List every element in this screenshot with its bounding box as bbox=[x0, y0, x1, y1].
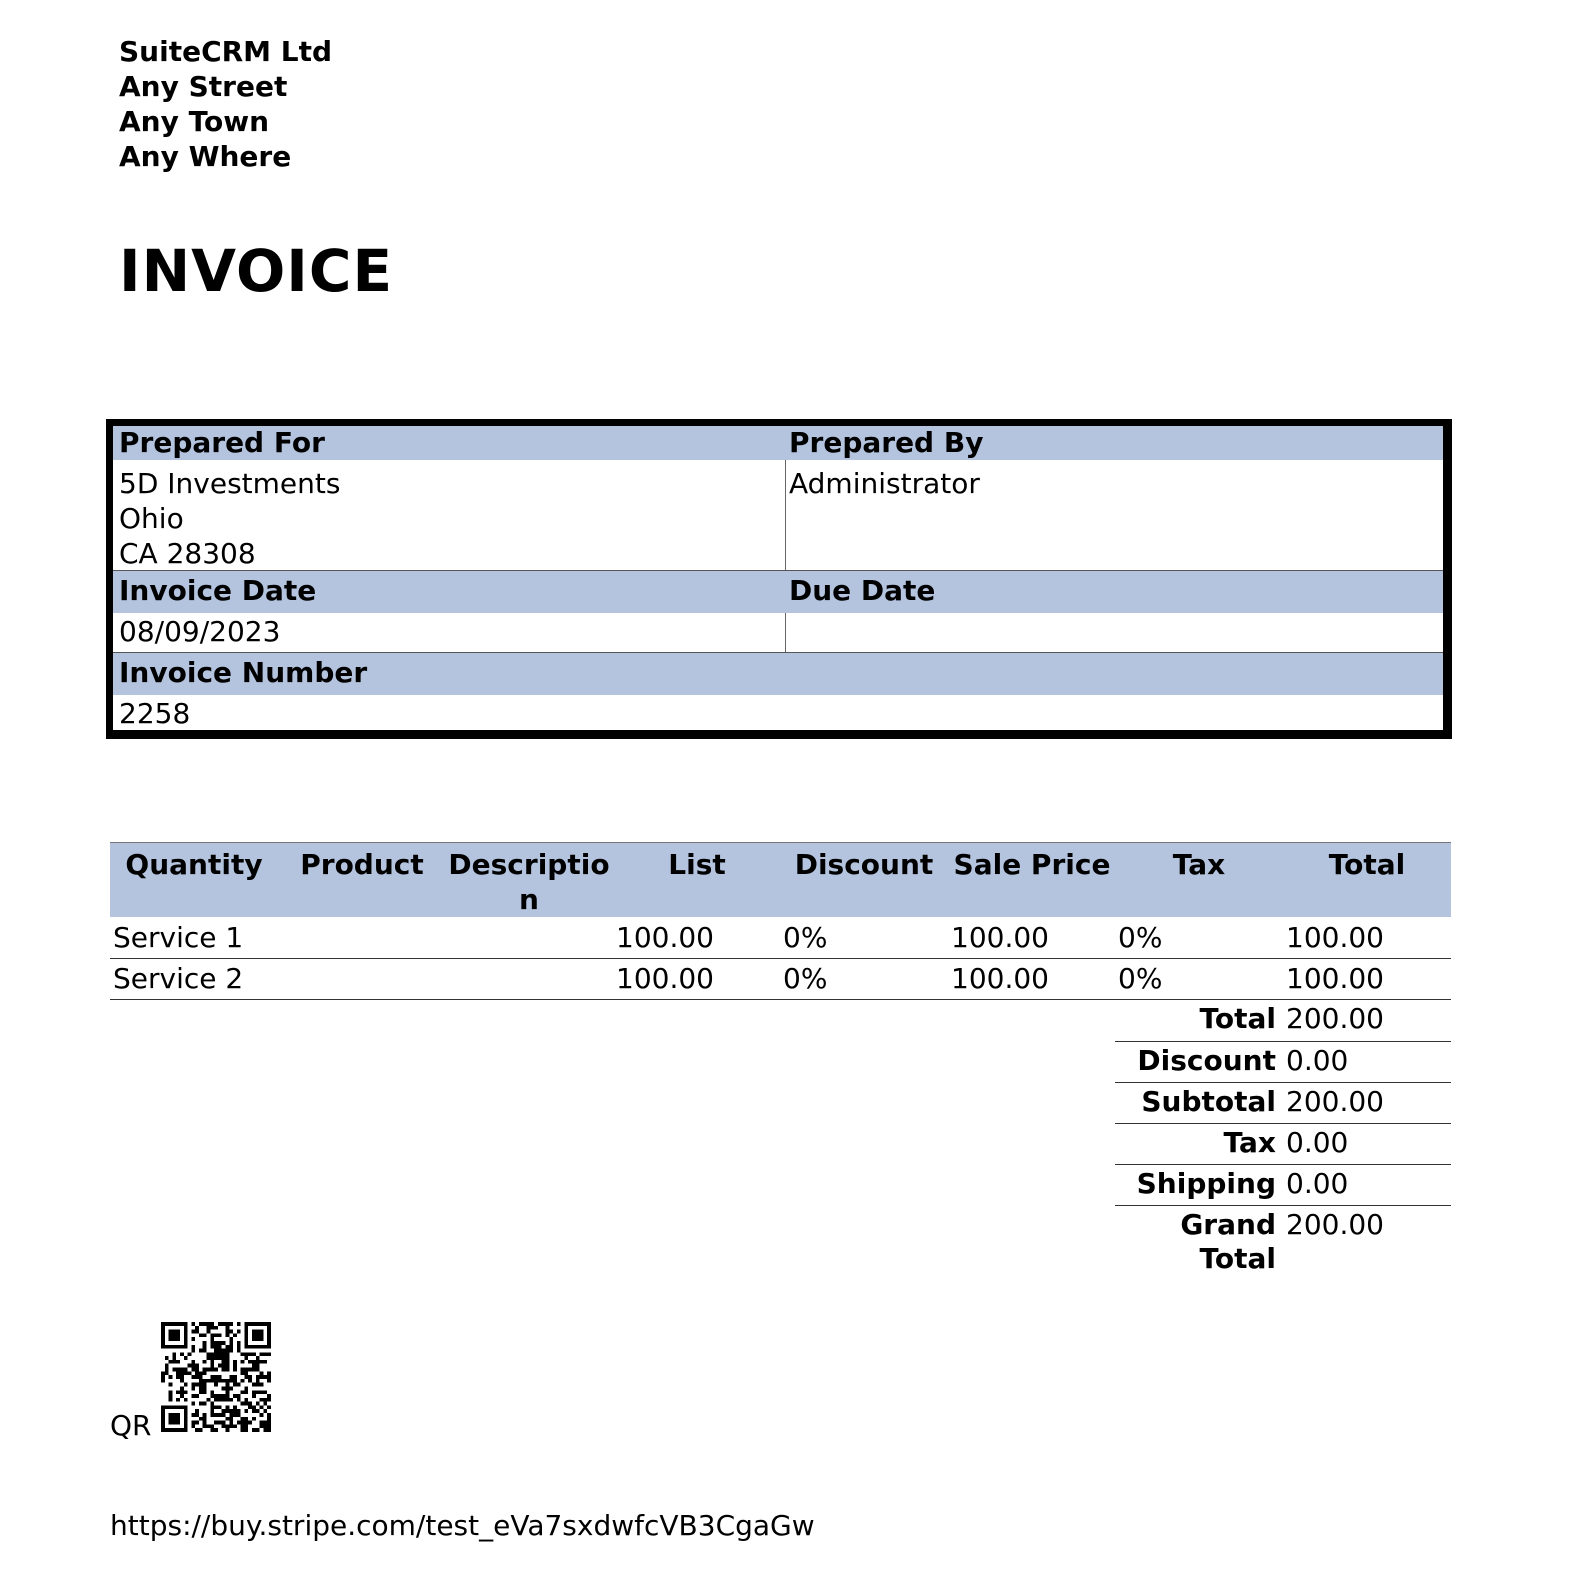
prepared-for-value bbox=[119, 466, 340, 571]
header-tax: Tax bbox=[1172, 848, 1226, 881]
qr-code-icon bbox=[161, 1322, 271, 1432]
prepared-by-label: Prepared By bbox=[789, 426, 984, 459]
item-total: 100.00 bbox=[1286, 962, 1384, 995]
totals-row bbox=[1115, 1083, 1451, 1124]
header-total: Total bbox=[1328, 848, 1406, 881]
item-tax: 0% bbox=[1118, 921, 1163, 954]
item-product: Service 1 bbox=[113, 921, 244, 954]
invoice-number-value: 2258 bbox=[119, 697, 191, 730]
header-description: Descriptio n bbox=[448, 848, 610, 916]
invoice-info-box bbox=[106, 419, 1452, 739]
header-product: Product bbox=[300, 848, 424, 881]
item-sale-price: 100.00 bbox=[951, 921, 1049, 954]
company-name: SuiteCRM Ltd bbox=[119, 35, 333, 68]
totals-row bbox=[1115, 1000, 1451, 1042]
totals-value: 0.00 bbox=[1286, 1167, 1349, 1200]
invoice-number-header-row bbox=[113, 652, 1443, 695]
totals-label: Shipping bbox=[1136, 1167, 1276, 1200]
customer-city: Ohio bbox=[119, 502, 184, 535]
totals-label: Total bbox=[1199, 1002, 1276, 1035]
item-list-price: 100.00 bbox=[616, 962, 714, 995]
totals-value: 0.00 bbox=[1286, 1126, 1349, 1159]
document-title: INVOICE bbox=[119, 237, 394, 305]
item-list-price: 100.00 bbox=[616, 921, 714, 954]
invoice-number-label: Invoice Number bbox=[119, 656, 368, 689]
item-tax: 0% bbox=[1118, 962, 1163, 995]
header-quantity: Quantity bbox=[125, 848, 263, 881]
totals-value: 200.00 bbox=[1286, 1085, 1384, 1118]
totals-row bbox=[1115, 1124, 1451, 1165]
header-sale-price: Sale Price bbox=[953, 848, 1111, 881]
company-town: Any Town bbox=[119, 105, 270, 138]
payment-link[interactable]: https://buy.stripe.com/test_eVa7sxdwfcVB3CgaGw bbox=[110, 1509, 815, 1542]
invoice-date-label: Invoice Date bbox=[119, 574, 317, 607]
prepared-for-label: Prepared For bbox=[119, 426, 325, 459]
invoice-number-value-row bbox=[113, 697, 1443, 733]
table-row bbox=[110, 918, 1451, 959]
item-discount: 0% bbox=[783, 962, 828, 995]
date-header-row bbox=[113, 570, 1443, 613]
prepared-header-row bbox=[113, 426, 1443, 460]
grand-total-row bbox=[1115, 1206, 1451, 1281]
customer-name: 5D Investments bbox=[119, 467, 341, 500]
company-street: Any Street bbox=[119, 70, 288, 103]
totals-label: Tax bbox=[1223, 1126, 1276, 1159]
item-discount: 0% bbox=[783, 921, 828, 954]
date-values-row bbox=[113, 615, 1443, 652]
item-total: 100.00 bbox=[1286, 921, 1384, 954]
totals-row bbox=[1115, 1165, 1451, 1206]
due-date-label: Due Date bbox=[789, 574, 936, 607]
prepared-values-row bbox=[113, 466, 1443, 576]
totals-value: 200.00 bbox=[1286, 1002, 1384, 1035]
grand-total-value: 200.00 bbox=[1286, 1208, 1384, 1241]
line-items-header bbox=[110, 842, 1451, 917]
totals-row bbox=[1115, 1042, 1451, 1083]
invoice-date-value: 08/09/2023 bbox=[119, 615, 281, 648]
qr-label: QR bbox=[110, 1409, 152, 1442]
header-list: List bbox=[668, 848, 726, 881]
company-region: Any Where bbox=[119, 140, 292, 173]
header-discount: Discount bbox=[794, 848, 934, 881]
item-sale-price: 100.00 bbox=[951, 962, 1049, 995]
table-row bbox=[110, 959, 1451, 1000]
company-address bbox=[119, 34, 332, 174]
prepared-by-value: Administrator bbox=[789, 467, 980, 500]
totals-label: Subtotal bbox=[1141, 1085, 1276, 1118]
customer-postcode: CA 28308 bbox=[119, 537, 256, 570]
totals-label: Discount bbox=[1137, 1044, 1276, 1077]
item-product: Service 2 bbox=[113, 962, 244, 995]
totals-value: 0.00 bbox=[1286, 1044, 1349, 1077]
grand-total-label: Grand Total bbox=[1180, 1208, 1276, 1275]
